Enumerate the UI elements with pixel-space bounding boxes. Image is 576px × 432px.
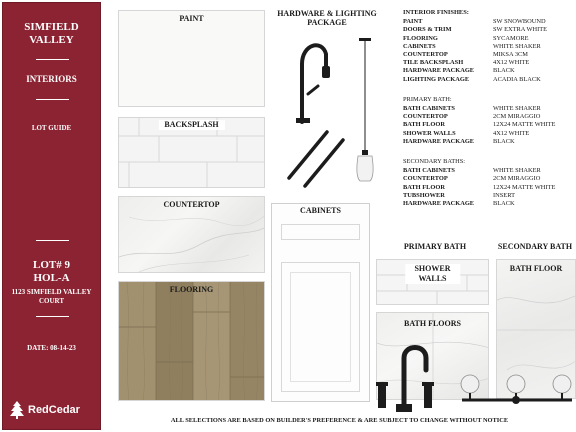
finish-row: PAINT SW SNOWBOUND [403,18,546,26]
finish-row: BATH CABINETS WHITE SHAKER [403,167,541,175]
address-line2: COURT [38,297,65,305]
primary-bath-title: PRIMARY BATH [403,242,467,251]
lot-guide-label: LOT GUIDE [31,124,72,132]
finish-row: HARDWARE PACKAGE BLACK [403,67,515,75]
finish-row: BATH FLOOR 12X24 MATTE WHITE [403,121,556,129]
secondary-bath-finishes [403,167,573,208]
flooring-swatch [118,281,265,401]
bath-floor-label: BATH FLOOR [509,264,563,273]
community-name-line1: SIMFIELD [24,21,79,33]
backsplash-swatch [118,117,265,188]
lot-number: LOT# 9 [33,259,70,271]
divider [36,99,69,100]
finish-row: TUBSHOWER INSERT [403,191,515,199]
vanity-light-icon [458,370,576,412]
finish-row: CABINETS WHITE SHAKER [403,42,541,50]
primary-bath-heading: PRIMARY BATH: [403,95,452,103]
bathroom-faucet-icon [374,340,440,414]
plan-name: HOL-A [33,272,70,284]
finish-row: HARDWARE PACKAGE BLACK [403,200,515,208]
cabinets-label: CABINETS [300,206,341,215]
cabinet-door [281,262,360,392]
flooring-label: FLOORING [169,285,214,294]
divider [36,240,69,241]
redcedar-logo [9,399,99,421]
wood-plank-pattern [119,282,265,401]
finish-row: COUNTERTOP 2CM MIRAGGIO [403,175,541,183]
tree-icon [9,400,25,420]
divider [36,316,69,317]
finishes-heading: INTERIOR FINISHES: [403,9,469,16]
address-line1: 1123 SIMFIELD VALLEY [11,288,92,296]
pendant-light-icon [350,38,380,183]
hardware-heading [272,9,382,27]
primary-bath-finishes [403,105,573,146]
cabinet-pulls-icon [283,126,349,190]
secondary-bath-title: SECONDARY BATH [497,242,573,251]
finish-row: DOORS & TRIM SW EXTRA WHITE [403,26,548,34]
cabinet-drawer [281,224,360,240]
finish-row: HARDWARE PACKAGE BLACK [403,137,515,145]
paint-label: PAINT [179,14,204,23]
hardware-heading-line2: PACKAGE [307,18,347,27]
finish-row: SHOWER WALLS 4X12 WHITE [403,129,530,137]
finish-row: FLOORING SYCAMORE [403,34,529,42]
kitchen-faucet-icon [282,34,342,124]
cabinets-swatch [271,203,370,402]
secondary-bath-heading: SECONDARY BATHS: [403,158,466,166]
finish-row: COUNTERTOP MIKSA 3CM [403,51,528,59]
paint-swatch [118,10,265,107]
community-name-line2: VALLEY [29,34,74,46]
sidebar-subtitle: INTERIORS [26,74,77,84]
guide-date: DATE: 08-14-23 [27,344,76,352]
countertop-swatch [118,196,265,273]
sidebar [2,2,101,430]
logo-wordmark: RedCedar [28,404,80,416]
finish-row: COUNTERTOP 2CM MIRAGGIO [403,113,541,121]
backsplash-label: BACKSPLASH [158,120,224,130]
interior-finishes [403,18,573,84]
disclaimer: ALL SELECTIONS ARE BASED ON BUILDER'S PREFERENCE & ARE SUBJECT TO CHANGE WITHOUT NOTICE [170,417,509,424]
finish-row: BATH CABINETS WHITE SHAKER [403,105,541,113]
shower-walls-swatch [376,259,489,305]
finish-row: TILE BACKSPLASH 4X12 WHITE [403,59,530,67]
finishes-list [403,9,573,208]
countertop-label: COUNTERTOP [163,200,220,209]
finish-row: LIGHTING PACKAGE ACADIA BLACK [403,75,541,83]
shower-walls-label: SHOWER WALLS [405,264,461,284]
divider [36,59,69,60]
bath-floors-label: BATH FLOORS [404,319,461,328]
finish-row: BATH FLOOR 12X24 MATTE WHITE [403,183,556,191]
hardware-heading-line1: HARDWARE & LIGHTING [277,9,377,18]
